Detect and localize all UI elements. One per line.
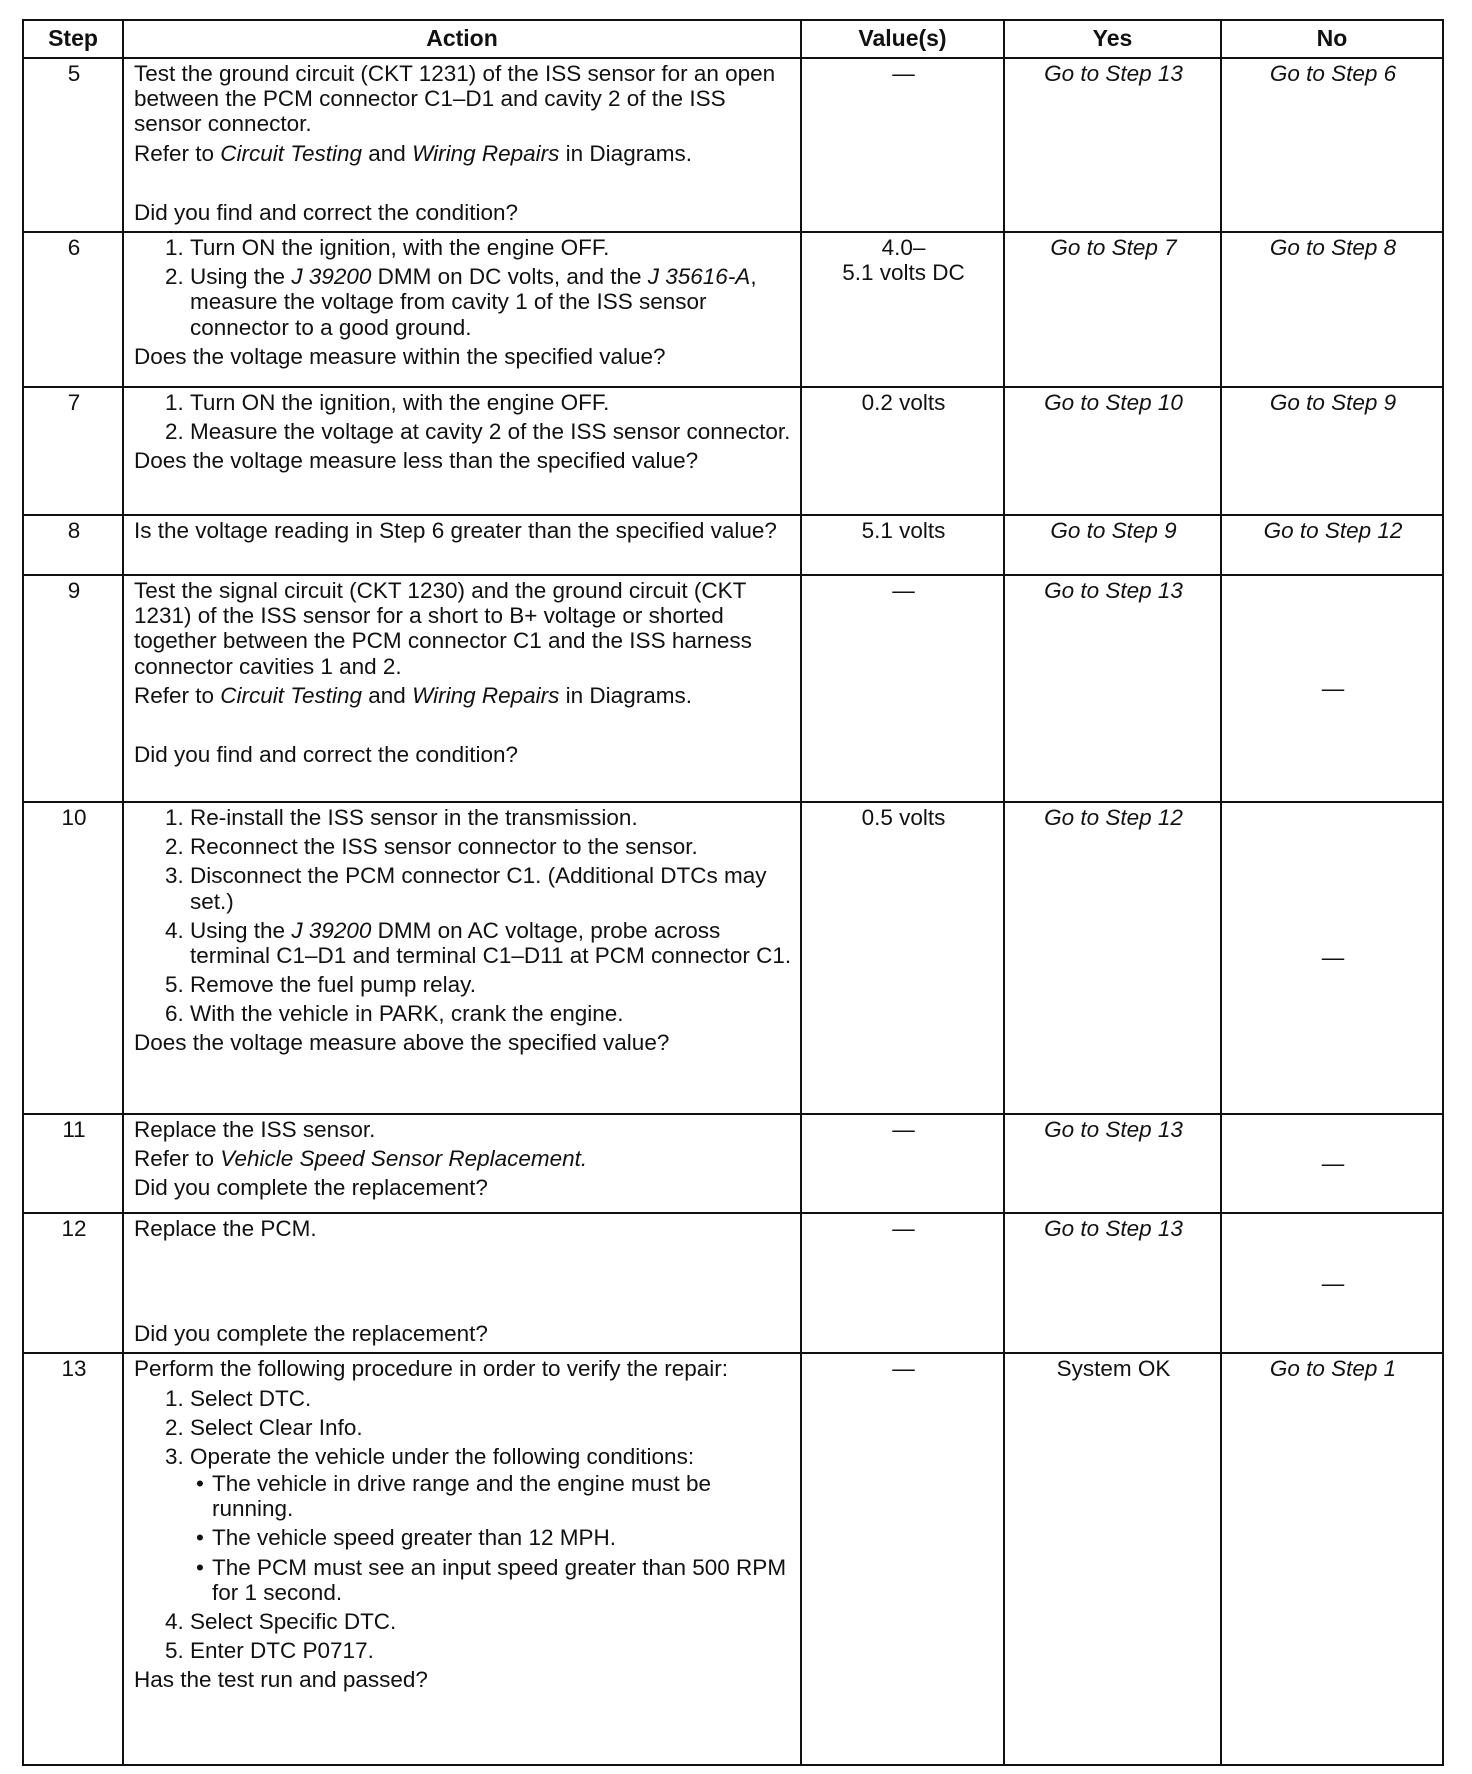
table-row [23, 1213, 1443, 1353]
question-text: Does the voltage measure within the specified value? [134, 343, 666, 369]
step-number: 11 [23, 1114, 123, 1213]
question-text: Did you complete the replacement? [134, 1321, 488, 1347]
list-item: 2. Using the J 39200 DMM on DC volts, and the J 35616-A, measure the voltage from cavity 1 of the ISS sensor connector to a good ground. [190, 264, 792, 340]
list-item: 3. Operate the vehicle under the following conditions: • The vehicle in drive range and the engine must be running. • The vehicle speed greater than 12 MPH. • The PCM must see an input speed greater than 500 RPM for 1 second. [190, 1444, 792, 1605]
list-item: 2. Select Clear Info. [190, 1415, 792, 1440]
question-text: Did you complete the replacement? [134, 1175, 488, 1201]
refer-text: Refer to Circuit Testing and Wiring Repairs in Diagrams. [134, 682, 692, 708]
step-number: 10 [23, 802, 123, 1114]
question-text: Does the voltage measure less than the specified value? [134, 448, 699, 474]
list-item: 1. Select DTC. [190, 1386, 792, 1411]
value-cell: 0.2 volts [801, 387, 1004, 515]
action-cell [123, 575, 801, 802]
header-row [23, 20, 1443, 58]
list-item: 5. Enter DTC P0717. [190, 1638, 792, 1663]
question-text: Does the voltage measure above the specified value? [134, 1030, 670, 1056]
yes-cell: Go to Step 13 [1004, 58, 1221, 232]
no-cell: Go to Step 6 [1221, 58, 1443, 232]
list-item: 6. With the vehicle in PARK, crank the engine. [190, 1001, 792, 1026]
list-item: 2. Measure the voltage at cavity 2 of the ISS sensor connector. [190, 419, 792, 444]
table-row [23, 575, 1443, 802]
refer-link: Circuit Testing [220, 682, 363, 708]
yes-cell: Go to Step 10 [1004, 387, 1221, 515]
no-cell: — [1221, 1114, 1443, 1213]
action-cell [123, 1213, 801, 1353]
header-values: Value(s) [801, 20, 1004, 58]
list-item: 1. Re-install the ISS sensor in the transmission. [190, 805, 792, 830]
step-number: 8 [23, 515, 123, 575]
step-number: 13 [23, 1353, 123, 1765]
value-cell: — [801, 1353, 1004, 1765]
action-cell [123, 1114, 801, 1213]
table-row [23, 515, 1443, 575]
refer-link: Circuit Testing [220, 140, 363, 166]
no-cell: Go to Step 9 [1221, 387, 1443, 515]
condition-item: • The PCM must see an input speed greater than 500 RPM for 1 second. [212, 1555, 792, 1605]
no-cell: — [1221, 575, 1443, 802]
question-text: Has the test run and passed? [134, 1667, 428, 1693]
yes-cell: Go to Step 12 [1004, 802, 1221, 1114]
list-item: 2. Reconnect the ISS sensor connector to the sensor. [190, 834, 792, 859]
action-cell [123, 802, 801, 1114]
action-text: Test the ground circuit (CKT 1231) of the ISS sensor for an open between the PCM connector C1–D1 and cavity 2 of the ISS sensor connector. [134, 61, 776, 137]
value-cell: — [801, 575, 1004, 802]
list-item: 1. Turn ON the ignition, with the engine OFF. [190, 235, 792, 260]
no-cell: Go to Step 8 [1221, 232, 1443, 387]
action-text: Test the signal circuit (CKT 1230) and the ground circuit (CKT 1231) of the ISS sensor for a short to B+ voltage or shorted together between the PCM connector C1 and the ISS harness connector cavities 1 and 2. [134, 577, 752, 679]
step-number: 6 [23, 232, 123, 387]
yes-cell: Go to Step 7 [1004, 232, 1221, 387]
step-number: 5 [23, 58, 123, 232]
tool-ref: J 35616-A [647, 264, 751, 290]
yes-cell: System OK [1004, 1353, 1221, 1765]
refer-text: Refer to Circuit Testing and Wiring Repairs in Diagrams. [134, 140, 692, 166]
table-row [23, 232, 1443, 387]
action-text: Replace the PCM. [134, 1215, 317, 1241]
diagnostic-table [22, 19, 1444, 1766]
value-cell: 4.0– 5.1 volts DC [801, 232, 1004, 387]
refer-text: Refer to Vehicle Speed Sensor Replacement. [134, 1146, 588, 1172]
action-cell [123, 232, 801, 387]
list-item: 1. Turn ON the ignition, with the engine OFF. [190, 390, 792, 415]
table-row [23, 1114, 1443, 1213]
step-number: 7 [23, 387, 123, 515]
condition-item: • The vehicle speed greater than 12 MPH. [212, 1525, 792, 1550]
condition-item: • The vehicle in drive range and the engine must be running. [212, 1471, 792, 1521]
action-cell [123, 1353, 801, 1765]
tool-ref: J 39200 [291, 264, 372, 290]
header-step: Step [23, 20, 123, 58]
value-cell: 0.5 volts [801, 802, 1004, 1114]
question-text: Did you find and correct the condition? [134, 199, 518, 225]
yes-cell: Go to Step 13 [1004, 1114, 1221, 1213]
header-action: Action [123, 20, 801, 58]
action-cell [123, 58, 801, 232]
no-cell: Go to Step 1 [1221, 1353, 1443, 1765]
header-yes: Yes [1004, 20, 1221, 58]
value-cell: — [801, 1213, 1004, 1353]
value-cell: — [801, 1114, 1004, 1213]
action-cell: Is the voltage reading in Step 6 greater than the specified value? [123, 515, 801, 575]
table-row [23, 802, 1443, 1114]
table-row [23, 1353, 1443, 1765]
action-text: Perform the following procedure in order to verify the repair: [134, 1356, 729, 1382]
no-cell: Go to Step 12 [1221, 515, 1443, 575]
conditions-list [190, 1471, 792, 1605]
value-cell: 5.1 volts [801, 515, 1004, 575]
yes-cell: Go to Step 13 [1004, 575, 1221, 802]
yes-cell: Go to Step 13 [1004, 1213, 1221, 1353]
table-row [23, 387, 1443, 515]
list-item: 3. Disconnect the PCM connector C1. (Additional DTCs may set.) [190, 863, 792, 913]
step-number: 9 [23, 575, 123, 802]
refer-link: Wiring Repairs [412, 682, 560, 708]
header-no: No [1221, 20, 1443, 58]
list-item: 4. Select Specific DTC. [190, 1609, 792, 1634]
no-cell: — [1221, 802, 1443, 1114]
value-cell: — [801, 58, 1004, 232]
list-item: 4. Using the J 39200 DMM on AC voltage, probe across terminal C1–D1 and terminal C1–D11 at PCM connector C1. [190, 918, 792, 968]
list-item: 5. Remove the fuel pump relay. [190, 972, 792, 997]
question-text: Did you find and correct the condition? [134, 741, 518, 767]
refer-link: Vehicle Speed Sensor Replacement. [220, 1146, 588, 1172]
action-cell [123, 387, 801, 515]
refer-link: Wiring Repairs [412, 140, 560, 166]
step-number: 12 [23, 1213, 123, 1353]
table-row [23, 58, 1443, 232]
action-text: Replace the ISS sensor. [134, 1116, 376, 1142]
no-cell: — [1221, 1213, 1443, 1353]
yes-cell: Go to Step 9 [1004, 515, 1221, 575]
tool-ref: J 39200 [291, 917, 372, 943]
